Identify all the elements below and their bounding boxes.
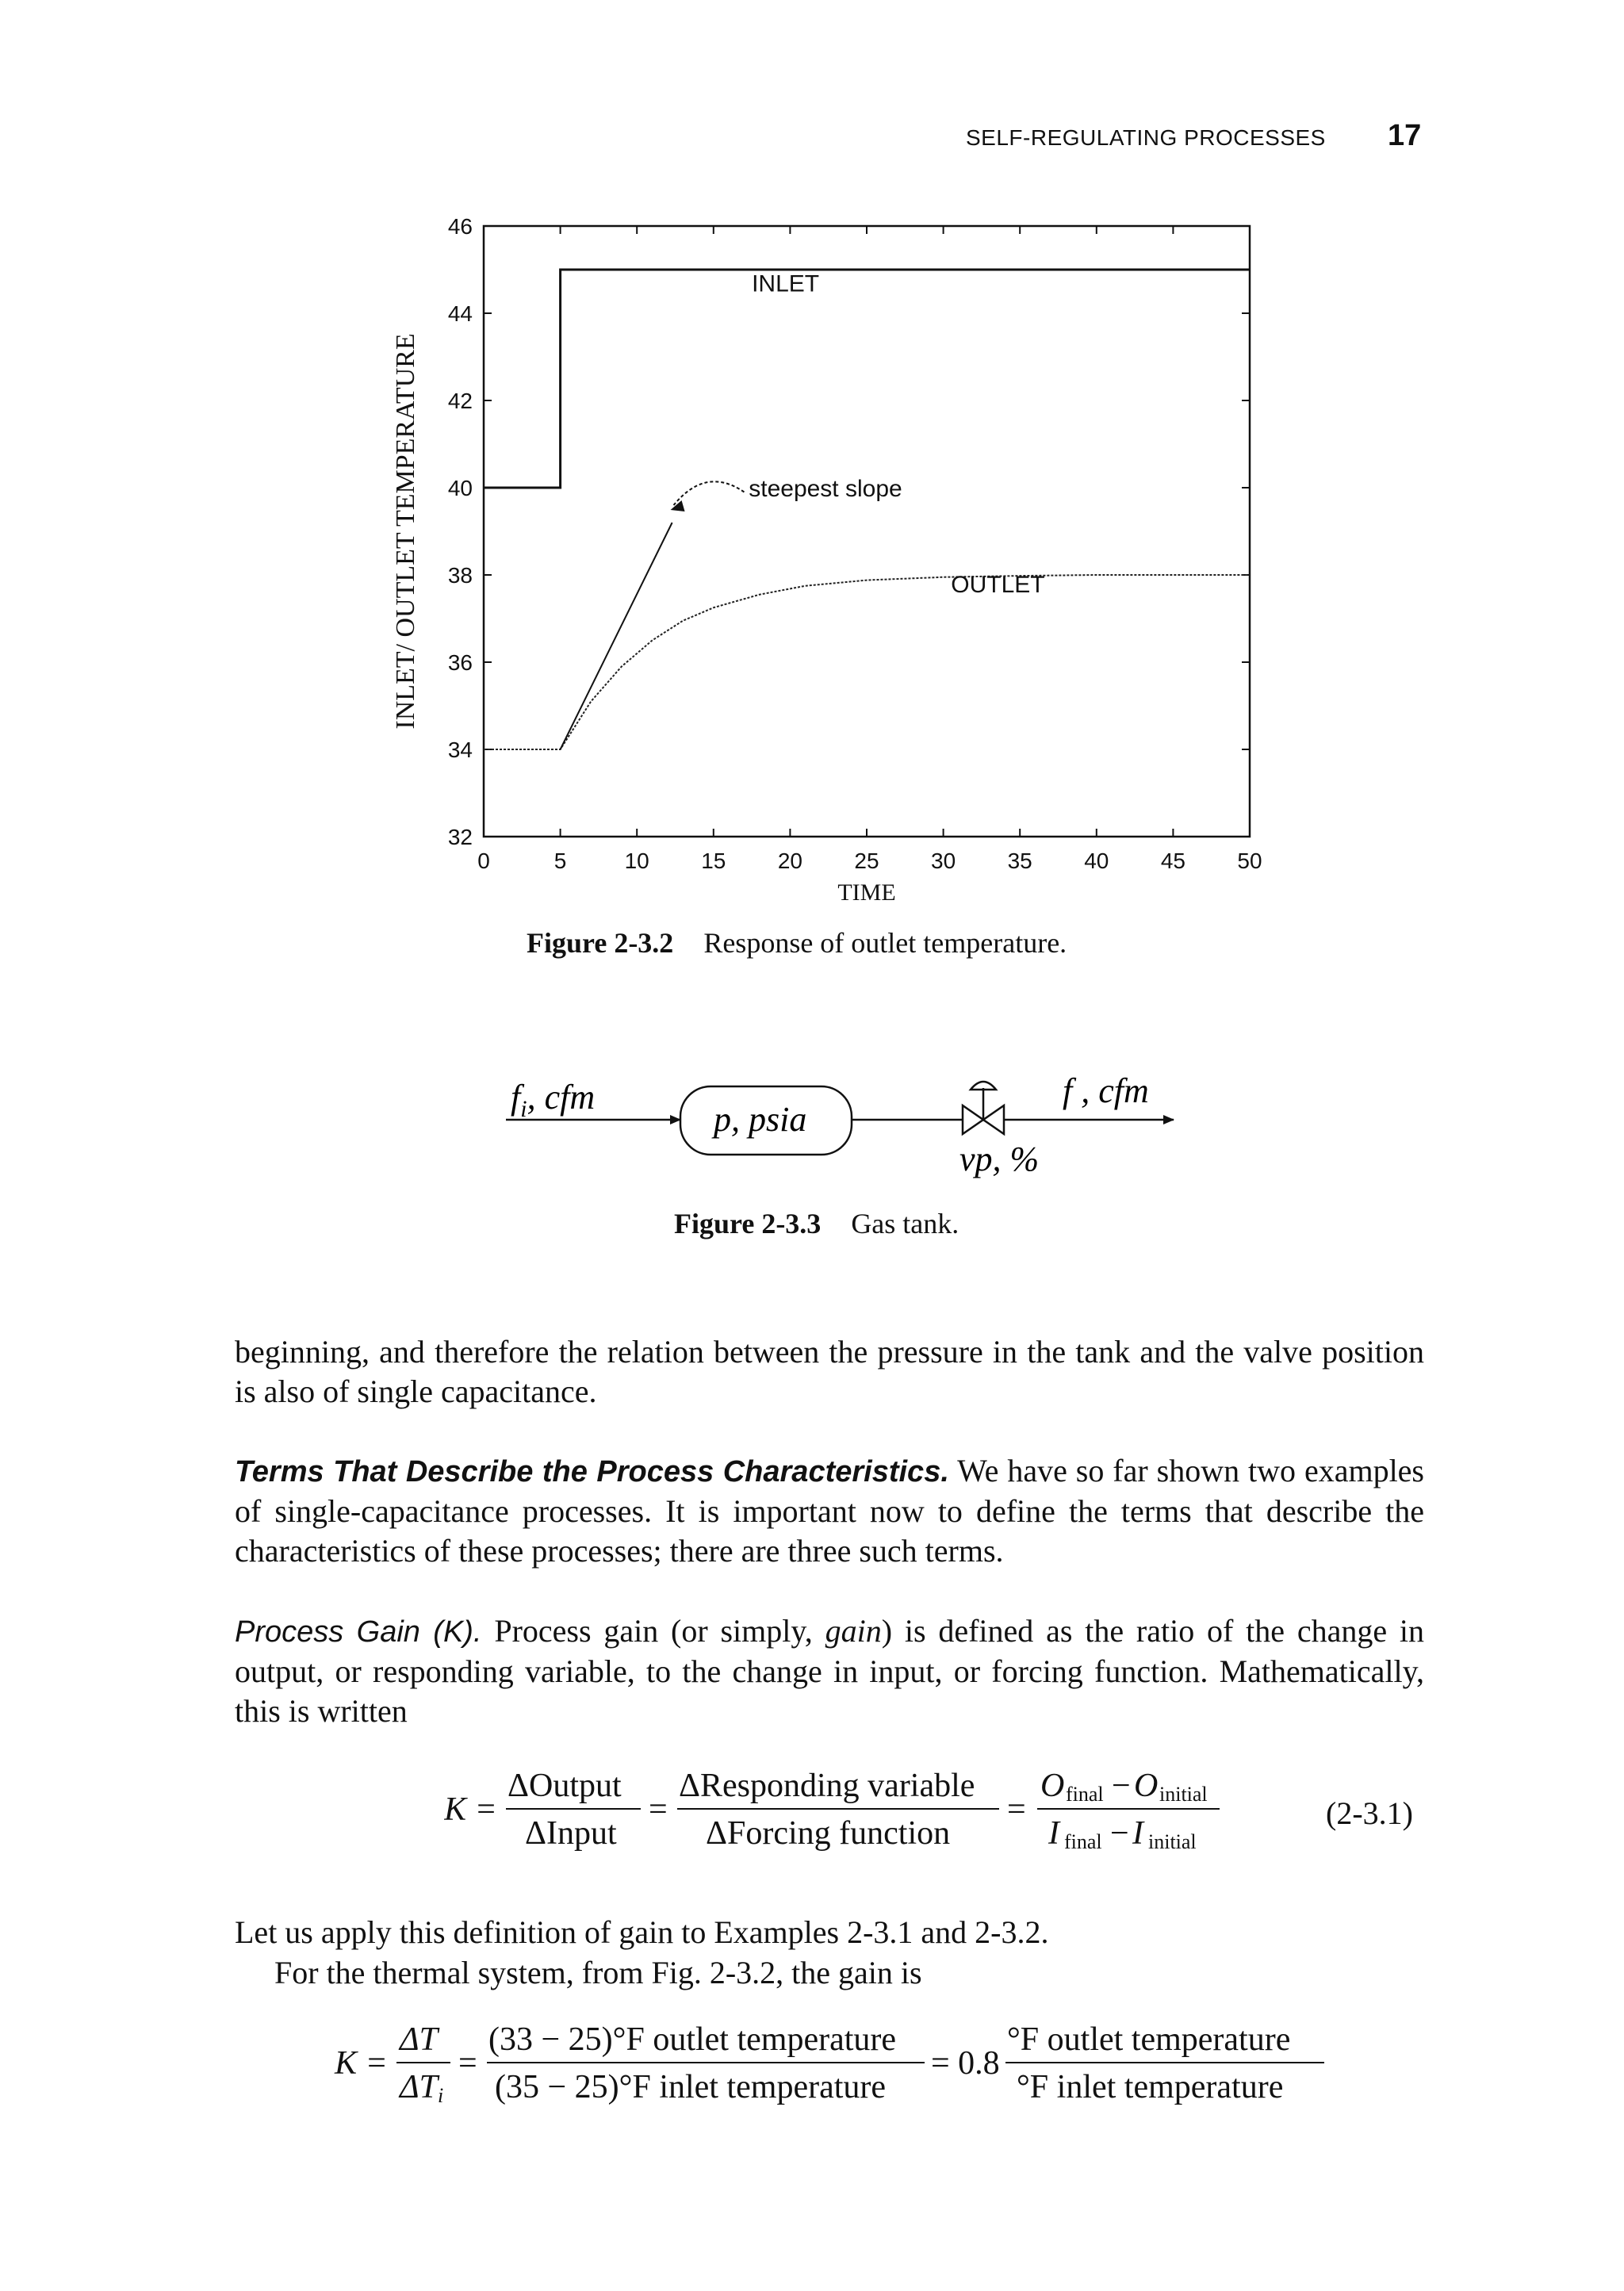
eq-numerator: ΔT xyxy=(400,2021,439,2058)
annotation-label: steepest slope xyxy=(749,476,902,502)
eq-minus: − xyxy=(1112,1768,1131,1804)
eq-minus: − xyxy=(1110,1815,1129,1852)
eq-denominator: (35 − 25)°F inlet temperature xyxy=(495,2069,887,2105)
figure-caption-text: Gas tank. xyxy=(851,1208,959,1239)
eq-numerator: °F outlet temperature xyxy=(1007,2021,1291,2058)
equation-2-3-1 xyxy=(444,1757,1237,1864)
eq-subscript: initial xyxy=(1148,1830,1197,1853)
paragraph xyxy=(235,1451,1424,1571)
chart-svg xyxy=(381,202,1300,916)
figure-2-3-2-caption xyxy=(527,926,1067,960)
y-tick-label: 42 xyxy=(447,389,473,413)
eq-subscript: initial xyxy=(1159,1783,1208,1806)
y-tick-label: 34 xyxy=(447,737,473,762)
y-tick-label: 40 xyxy=(447,476,473,500)
x-tick-label: 15 xyxy=(701,849,726,873)
eq-denominator: °F inlet temperature xyxy=(1017,2069,1284,2105)
eq-symbol: I xyxy=(1048,1815,1059,1852)
valve-position-label: vp, % xyxy=(959,1140,1040,1178)
series-label-inlet: INLET xyxy=(752,270,820,297)
y-tick-label: 32 xyxy=(447,825,473,849)
series-label-outlet: OUTLET xyxy=(951,572,1045,598)
x-tick-label: 40 xyxy=(1084,849,1109,873)
y-tick-label: 38 xyxy=(447,563,473,588)
x-tick-label: 35 xyxy=(1007,849,1032,873)
series-line-steepest-slope xyxy=(561,523,672,749)
subsection-heading: Process Gain (K). xyxy=(235,1615,482,1649)
x-tick-label: 25 xyxy=(854,849,879,873)
eq-numerator: ΔOutput xyxy=(508,1768,622,1804)
annotation-arrowhead xyxy=(671,500,685,511)
eq-lhs: K = xyxy=(444,1791,497,1828)
eq-denominator: ΔInput xyxy=(525,1815,617,1852)
equation-thermal-gain xyxy=(325,2010,1356,2117)
y-tick-label: 46 xyxy=(447,214,473,239)
eq-symbol: I xyxy=(1132,1815,1143,1852)
x-tick-label: 45 xyxy=(1160,849,1185,873)
figure-2-3-3-caption xyxy=(674,1207,959,1240)
inlet-flow-label: $f_i$, cfm xyxy=(511,1078,596,1122)
eq-lhs: K = xyxy=(335,2045,388,2082)
plot-frame xyxy=(484,226,1250,837)
outlet-flow-label: f , cfm xyxy=(1063,1071,1149,1110)
paragraph: For the thermal system, from Fig. 2-3.2, the gain is xyxy=(274,1955,922,1990)
equation-svg xyxy=(444,1757,1237,1860)
annotation-arrow xyxy=(674,481,745,505)
eq-numerator: ΔResponding variable xyxy=(679,1768,975,1804)
series-line-outlet xyxy=(484,575,1250,749)
x-tick-label: 50 xyxy=(1237,849,1262,873)
eq-equals: = xyxy=(1007,1791,1026,1828)
x-tick-label: 30 xyxy=(931,849,956,873)
figure-label: Figure 2-3.3 xyxy=(674,1208,822,1239)
figure-caption-text: Response of outlet temperature. xyxy=(703,927,1067,959)
x-tick-label: 20 xyxy=(777,849,802,873)
y-tick-label: 36 xyxy=(447,650,473,675)
paragraph-text: Process gain (or simply, xyxy=(494,1613,813,1649)
tank-pressure-label: p, psia xyxy=(714,1100,807,1139)
equation-number: (2-3.1) xyxy=(1326,1795,1413,1831)
eq-subscript: final xyxy=(1064,1830,1102,1853)
figure-gas-tank-diagram xyxy=(476,1023,1189,1201)
eq-value: = 0.8 xyxy=(931,2045,1000,2082)
figure-label: Figure 2-3.2 xyxy=(527,927,674,959)
paragraph: Let us apply this definition of gain to Examples 2-3.1 and 2-3.2. xyxy=(235,1914,1049,1950)
paragraph: beginning, and therefore the relation between the pressure in the tank and the valve position is also of single capacitance. xyxy=(235,1334,1424,1409)
x-tick-label: 0 xyxy=(477,849,490,873)
y-tick-label: 44 xyxy=(447,301,473,326)
eq-symbol: O xyxy=(1040,1768,1065,1804)
gas-tank-svg xyxy=(476,1023,1189,1197)
x-tick-label: 5 xyxy=(553,849,567,873)
running-head: SELF-REGULATING PROCESSES xyxy=(966,125,1326,150)
eq-subscript: final xyxy=(1066,1783,1104,1806)
paragraph-text: ) is defined as the ratio of the change in output, or responding variable, to the change in input, or forcing function. Mathematically, this is written xyxy=(235,1613,1424,1729)
series-line-inlet xyxy=(484,270,1250,488)
eq-denominator: ΔTi xyxy=(400,2069,444,2107)
eq-denominator: ΔForcing function xyxy=(706,1815,951,1852)
emphasis-term: gain xyxy=(825,1613,882,1649)
x-axis-label: TIME xyxy=(837,879,896,906)
page-number: 17 xyxy=(1388,119,1422,152)
eq-equals: = xyxy=(649,1791,668,1828)
equation-svg xyxy=(325,2010,1356,2113)
y-axis-label: INLET/ OUTLET TEMPERATURE xyxy=(391,333,420,730)
eq-equals: = xyxy=(458,2045,477,2082)
eq-symbol: O xyxy=(1134,1768,1159,1804)
eq-numerator: (33 − 25)°F outlet temperature xyxy=(488,2021,897,2058)
paragraph xyxy=(235,1611,1424,1731)
paragraph-text: We have so far shown two examples of single-capacitance processes. It is important now to define the terms that describe the characteristics of these processes; there are three such terms. xyxy=(235,1453,1424,1569)
section-heading: Terms That Describe the Process Characteristics. xyxy=(235,1455,949,1488)
figure-response-chart xyxy=(381,202,1300,920)
x-tick-label: 10 xyxy=(624,849,649,873)
